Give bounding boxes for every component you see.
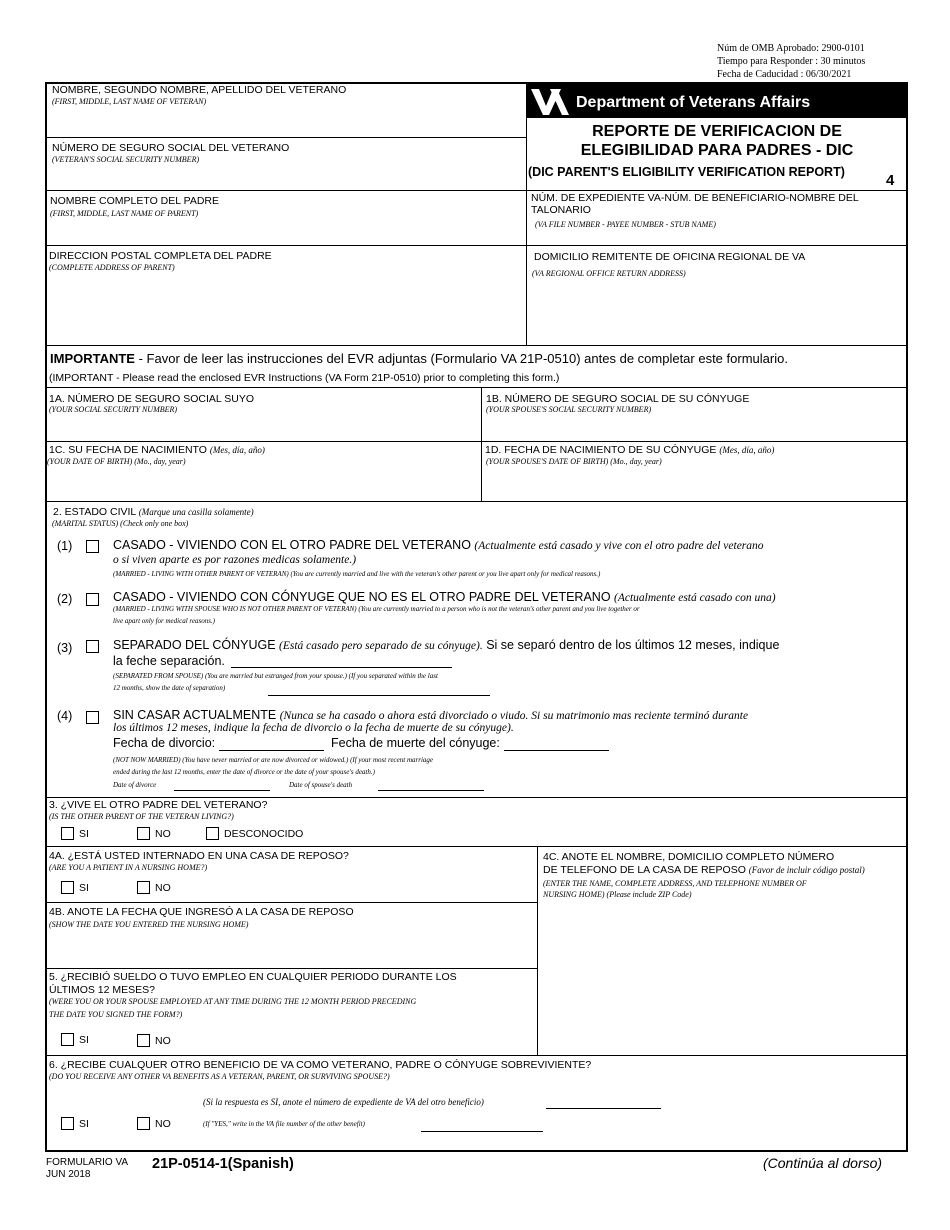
- q5-yes-checkbox[interactable]: [61, 1033, 74, 1046]
- parent-name-field[interactable]: [48, 220, 522, 243]
- marital-option-4-italic: (Nunca se ha casado o ahora está divorciado o viudo. Si su matrimonio mas reciente terminó durante: [279, 710, 749, 722]
- marital-option-2-text: [113, 590, 776, 604]
- va-logo-icon: [530, 86, 570, 116]
- regional-office-label: DOMICILIO REMITENTE DE OFICINA REGIONAL DE VA: [534, 251, 806, 263]
- q6-if-yes-english: (If "YES," write in the VA file number of the other benefit): [203, 1120, 365, 1128]
- marital-option-4-english: (NOT NOW MARRIED) (You have never married or are now divorced or widowed.) (If your most recent marriage: [113, 756, 434, 764]
- separation-date-line[interactable]: [231, 667, 452, 668]
- q5-label-2: ÚLTIMOS 12 MESES?: [49, 984, 156, 996]
- regional-office-sub: (VA REGIONAL OFFICE RETURN ADDRESS): [532, 269, 686, 278]
- q4b-label: 4B. ANOTE LA FECHA QUE INGRESÓ A LA CASA DE REPOSO: [49, 906, 354, 918]
- divorce-date-line[interactable]: [219, 750, 324, 751]
- marital-option-2-text-main: CASADO - VIVIENDO CON CÓNYUGE QUE NO ES EL OTRO PADRE DEL VETERANO: [113, 590, 611, 604]
- item-1a-sub: (YOUR SOCIAL SECURITY NUMBER): [49, 405, 178, 414]
- marital-option-2-english: (MARRIED - LIVING WITH SPOUSE WHO IS NOT OTHER PARENT OF VETERAN) (You are currently married to a person who is not the veteran's other parent and you live together or: [113, 605, 640, 613]
- form-title-english: (DIC PARENT'S ELIGIBILITY VERIFICATION REPORT): [528, 165, 845, 179]
- q4a-sub: (ARE YOU A PATIENT IN A NURSING HOME?): [49, 863, 208, 872]
- item-1a-label: 1A. NÚMERO DE SEGURO SOCIAL SUYO: [49, 393, 254, 405]
- marital-option-2-english-2: live apart only for medical reasons.): [113, 617, 216, 625]
- divorce-date-line-en[interactable]: [174, 790, 270, 791]
- spouse-death-label: Fecha de muerte del cónyuge:: [331, 736, 500, 750]
- divorce-date-label: Fecha de divorcio:: [113, 736, 216, 750]
- marital-option-4-text: [113, 708, 748, 722]
- important-text: - Favor de leer las instrucciones del EVR adjuntas (Formulario VA 21P-0510) antes de completar este formulario.: [134, 351, 788, 366]
- marital-label-italic: (Marque una casilla solamente): [138, 507, 254, 517]
- item-1c-sub: (YOUR DATE OF BIRTH) (Mo., day, year): [47, 457, 186, 466]
- item-1c-label-italic: (Mes, día, año): [209, 445, 265, 455]
- marital-option-3-text-2: Si se separó dentro de los últimos 12 meses, indique: [486, 638, 780, 652]
- parent-address-label: DIRECCION POSTAL COMPLETA DEL PADRE: [49, 250, 272, 262]
- marital-option-3-number: (3): [57, 641, 73, 655]
- omb-number: Núm de OMB Aprobado: 2900-0101: [717, 43, 865, 54]
- q4c-label-italic: (Favor de incluir código postal): [748, 865, 865, 875]
- q4a-yes-label: SI: [79, 882, 89, 894]
- omb-time: Tiempo para Responder : 30 minutos: [717, 56, 866, 67]
- q4c-sub: (ENTER THE NAME, COMPLETE ADDRESS, AND TELEPHONE NUMBER OF: [543, 879, 807, 888]
- marital-option-3-checkbox[interactable]: [86, 640, 99, 653]
- q3-unknown-checkbox[interactable]: [206, 827, 219, 840]
- q4c-label: 4C. ANOTE EL NOMBRE, DOMICILIO COMPLETO NÚMERO: [543, 851, 835, 863]
- q6-yes-label: SI: [79, 1118, 89, 1130]
- important-bold: IMPORTANTE: [50, 351, 135, 366]
- marital-option-4-text-main: SIN CASAR ACTUALMENTE: [113, 708, 277, 722]
- agency-header: [526, 84, 906, 118]
- marital-option-2-checkbox[interactable]: [86, 593, 99, 606]
- veteran-name-sub: (FIRST, MIDDLE, LAST NAME OF VETERAN): [52, 97, 207, 106]
- file-number-field[interactable]: [530, 230, 904, 243]
- marital-option-4-english-2: ended during the last 12 months, enter the date of divorce or the date of your spouse's death.): [113, 768, 375, 776]
- q5-label: 5. ¿RECIBIÓ SUELDO O TUVO EMPLEO EN CUALQUIER PERIODO DURANTE LOS: [49, 971, 457, 983]
- form-title-line2: ELEGIBILIDAD PARA PADRES - DIC: [580, 142, 854, 159]
- item-1d-label-italic: (Mes, día, año): [719, 445, 775, 455]
- form-suffix-number: 4: [886, 172, 895, 189]
- q5-no-label: NO: [155, 1035, 171, 1047]
- q4a-no-checkbox[interactable]: [137, 881, 150, 894]
- q4a-label: 4A. ¿ESTÁ USTED INTERNADO EN UNA CASA DE REPOSO?: [49, 850, 349, 862]
- q5-no-checkbox[interactable]: [137, 1034, 150, 1047]
- marital-option-4-italic-2: los últimos 12 meses, indique la fecha de divorcio o la fecha de muerte de su cónyuge).: [113, 722, 514, 734]
- parent-address-sub: (COMPLETE ADDRESS OF PARENT): [49, 263, 175, 272]
- q4b-sub: (SHOW THE DATE YOU ENTERED THE NURSING HOME): [49, 920, 249, 929]
- marital-label-text: 2. ESTADO CIVIL: [53, 506, 136, 518]
- q5-sub: (WERE YOU OR YOUR SPOUSE EMPLOYED AT ANY TIME DURING THE 12 MONTH PERIOD PRECEDING: [49, 997, 417, 1006]
- marital-option-1-text-main: CASADO - VIVIENDO CON EL OTRO PADRE DEL VETERANO: [113, 538, 471, 552]
- q6-sub: (DO YOU RECEIVE ANY OTHER VA BENEFITS AS A VETERAN, PARENT, OR SURVIVING SPOUSE?): [49, 1072, 390, 1081]
- item-1c-field[interactable]: [48, 468, 478, 499]
- footer-form-label: FORMULARIO VA: [46, 1157, 129, 1168]
- footer-date: JUN 2018: [46, 1169, 91, 1180]
- marital-option-1-checkbox[interactable]: [86, 540, 99, 553]
- marital-option-1-italic: (Actualmente está casado y vive con el otro padre del veterano: [474, 540, 764, 552]
- marital-option-1-italic-2: o si viven aparte es por razones medicas solamente.): [113, 554, 357, 566]
- marital-sub: (MARITAL STATUS) (Check only one box): [52, 519, 189, 528]
- divorce-date-english: Date of divorce: [113, 781, 157, 789]
- marital-option-3-english: (SEPARATED FROM SPOUSE) (You are married but estranged from your spouse.) (If you separated within the last: [113, 672, 438, 680]
- q3-yes-label: SI: [79, 828, 89, 840]
- parent-name-label: NOMBRE COMPLETO DEL PADRE: [50, 195, 220, 207]
- veteran-name-label: NOMBRE, SEGUNDO NOMBRE, APELLIDO DEL VETERANO: [52, 84, 347, 96]
- parent-name-sub: (FIRST, MIDDLE, LAST NAME OF PARENT): [50, 209, 199, 218]
- q6-no-checkbox[interactable]: [137, 1117, 150, 1130]
- q4c-label-2: [543, 864, 865, 876]
- q3-sub: (IS THE OTHER PARENT OF THE VETERAN LIVING?): [49, 812, 234, 821]
- item-1d-label: [485, 444, 774, 456]
- marital-option-2-number: (2): [57, 592, 73, 606]
- q5-sub-2: THE DATE YOU SIGNED THE FORM?): [49, 1010, 183, 1019]
- spouse-death-english: Date of spouse's death: [289, 781, 353, 789]
- item-1b-field[interactable]: [484, 416, 904, 439]
- marital-option-1-text: [113, 538, 764, 552]
- spouse-death-line[interactable]: [504, 750, 609, 751]
- q5-yes-label: SI: [79, 1034, 89, 1046]
- marital-option-4-checkbox[interactable]: [86, 711, 99, 724]
- veteran-ssn-field[interactable]: [48, 166, 522, 188]
- marital-option-4-number: (4): [57, 709, 73, 723]
- spouse-death-line-en[interactable]: [378, 790, 484, 791]
- q6-file-number-line[interactable]: [546, 1108, 661, 1109]
- q3-no-label: NO: [155, 828, 171, 840]
- footer-continue: (Continúa al dorso): [763, 1155, 883, 1171]
- file-number-label-2: TALONARIO: [531, 204, 591, 216]
- q6-if-yes: (Si la respuesta es SI, anote el número de expediente de VA del otro beneficio): [203, 1097, 484, 1107]
- important-english: (IMPORTANT - Please read the enclosed EVR Instructions (VA Form 21P-0510) prior to completing this form.): [49, 372, 560, 384]
- file-number-sub: (VA FILE NUMBER - PAYEE NUMBER - STUB NAME): [535, 220, 716, 229]
- veteran-ssn-label: NÚMERO DE SEGURO SOCIAL DEL VETERANO: [52, 142, 290, 154]
- form-title-line1: REPORTE DE VERIFICACION DE: [592, 123, 842, 140]
- item-1b-label: 1B. NÚMERO DE SEGURO SOCIAL DE SU CÓNYUGE: [486, 393, 750, 405]
- omb-expiration: Fecha de Caducidad : 06/30/2021: [717, 69, 852, 80]
- item-1d-field[interactable]: [484, 468, 904, 499]
- file-number-label: NÚM. DE EXPEDIENTE VA-NÚM. DE BENEFICIARIO-NOMBRE DEL: [531, 192, 859, 204]
- item-1b-sub: (YOUR SPOUSE'S SOCIAL SECURITY NUMBER): [486, 405, 652, 414]
- q4c-field[interactable]: [541, 902, 904, 1052]
- q3-yes-checkbox[interactable]: [61, 827, 74, 840]
- q4a-yes-checkbox[interactable]: [61, 881, 74, 894]
- important-notice: [50, 351, 788, 366]
- item-1a-field[interactable]: [48, 416, 478, 439]
- marital-option-2-italic: (Actualmente está casado con una): [614, 592, 776, 604]
- footer-form-number: 21P-0514-1(Spanish): [152, 1156, 294, 1172]
- marital-option-3-english-2: 12 months, show the date of separation): [113, 684, 226, 692]
- parent-address-field[interactable]: [48, 275, 522, 343]
- item-1c-label: [49, 444, 265, 456]
- item-1d-sub: (YOUR SPOUSE'S DATE OF BIRTH) (Mo., day, year): [486, 457, 662, 466]
- separation-date-line-en[interactable]: [268, 695, 490, 696]
- q6-label: 6. ¿RECIBE CUALQUER OTRO BENEFICIO DE VA COMO VETERANO, PADRE O CÓNYUGE SOBREVIVIENTE?: [49, 1059, 592, 1071]
- q3-label: 3. ¿VIVE EL OTRO PADRE DEL VETERANO?: [49, 799, 268, 811]
- agency-name: Department of Veterans Affairs: [576, 94, 811, 111]
- q6-file-number-line-en[interactable]: [421, 1131, 543, 1132]
- q3-unknown-label: DESCONOCIDO: [224, 828, 304, 840]
- q4c-label-2-text: DE TELEFONO DE LA CASA DE REPOSO: [543, 864, 746, 876]
- marital-label: [53, 506, 254, 518]
- q4c-sub-2: NURSING HOME) (Please include ZIP Code): [543, 890, 692, 899]
- marital-option-1-number: (1): [57, 539, 73, 553]
- marital-option-1-english: (MARRIED - LIVING WITH OTHER PARENT OF VETERAN) (You are currently married and live with the veteran's other parent or you live apart only for medical reasons.): [113, 570, 601, 578]
- item-1c-label-text: 1C. SU FECHA DE NACIMIENTO: [49, 444, 207, 456]
- q3-no-checkbox[interactable]: [137, 827, 150, 840]
- q6-no-label: NO: [155, 1118, 171, 1130]
- marital-option-3-text-main: SEPARADO DEL CÓNYUGE: [113, 638, 276, 652]
- regional-office-field: [530, 280, 904, 343]
- q4b-field[interactable]: [48, 932, 534, 966]
- q6-yes-checkbox[interactable]: [61, 1117, 74, 1130]
- veteran-ssn-sub: (VETERAN'S SOCIAL SECURITY NUMBER): [52, 155, 200, 164]
- veteran-name-field[interactable]: [48, 110, 522, 135]
- marital-option-3-text-3: la feche separación.: [113, 654, 225, 668]
- item-1d-label-text: 1D. FECHA DE NACIMIENTO DE SU CÓNYUGE: [485, 444, 717, 456]
- marital-option-3-italic: (Está casado pero separado de su cónyuge).: [279, 640, 483, 652]
- marital-option-3-text: [113, 638, 779, 652]
- q4a-no-label: NO: [155, 882, 171, 894]
